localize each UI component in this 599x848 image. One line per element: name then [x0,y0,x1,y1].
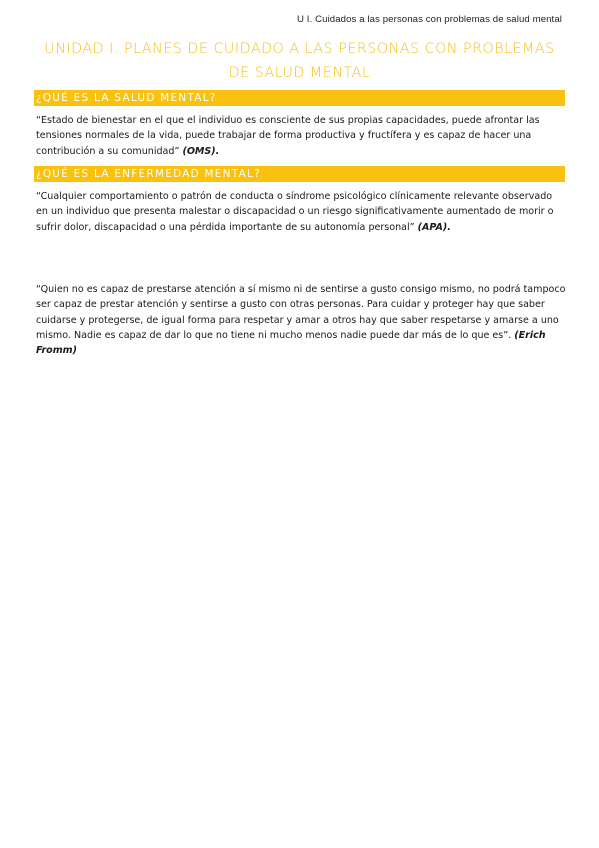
section-heading-salud-mental: ¿QUÉ ES LA SALUD MENTAL? [34,90,565,106]
running-header: U I. Cuidados a las personas con problemas de salud mental [297,14,562,25]
citation-apa: (APA). [417,221,451,233]
section-heading-enfermedad-mental: ¿QUÉ ES LA ENFERMEDAD MENTAL? [34,166,565,182]
definition-text: “Cualquier comportamiento o patrón de conducta o síndrome psicológico clínicamente relevante observado en un individuo que presenta malestar o discapacidad o un riesgo significativamente aumentado de morir o sufrir dolor, discapacidad o una pérdida importante de su autonomía personal” [36,191,554,233]
citation-erich-fromm: (Erich Fromm) [36,329,546,357]
quote-text: “Quien no es capaz de prestarse atención a sí mismo ni de sentirse a gusto consigo mismo, no podrá tampoco ser capaz de prestar atención y sentirse a gusto con otras personas. Para cuidar y proteger hay que saber cuidarse y protegerse, de igual forma para respetar y amar a otros hay que saber respetarse y amarse a uno mismo. Nadie es capaz de dar lo que no tiene ni mucho menos nadie puede dar más de lo que es”. [36,284,566,341]
definition-text: “Estado de bienestar en el que el individuo es consciente de sus propias capacidades, puede afrontar las tensiones normales de la vida, puede trabajar de forma productiva y fructífera y es capaz de hacer una contribución a su comunidad” [36,115,540,157]
definition-enfermedad-mental [36,189,566,235]
quote-erich-fromm [36,282,566,358]
citation-oms: (OMS). [182,145,220,157]
page-title: UNIDAD I. PLANES DE CUIDADO A LAS PERSONAS CON PROBLEMAS DE SALUD MENTAL [44,41,555,81]
definition-salud-mental [36,113,566,159]
